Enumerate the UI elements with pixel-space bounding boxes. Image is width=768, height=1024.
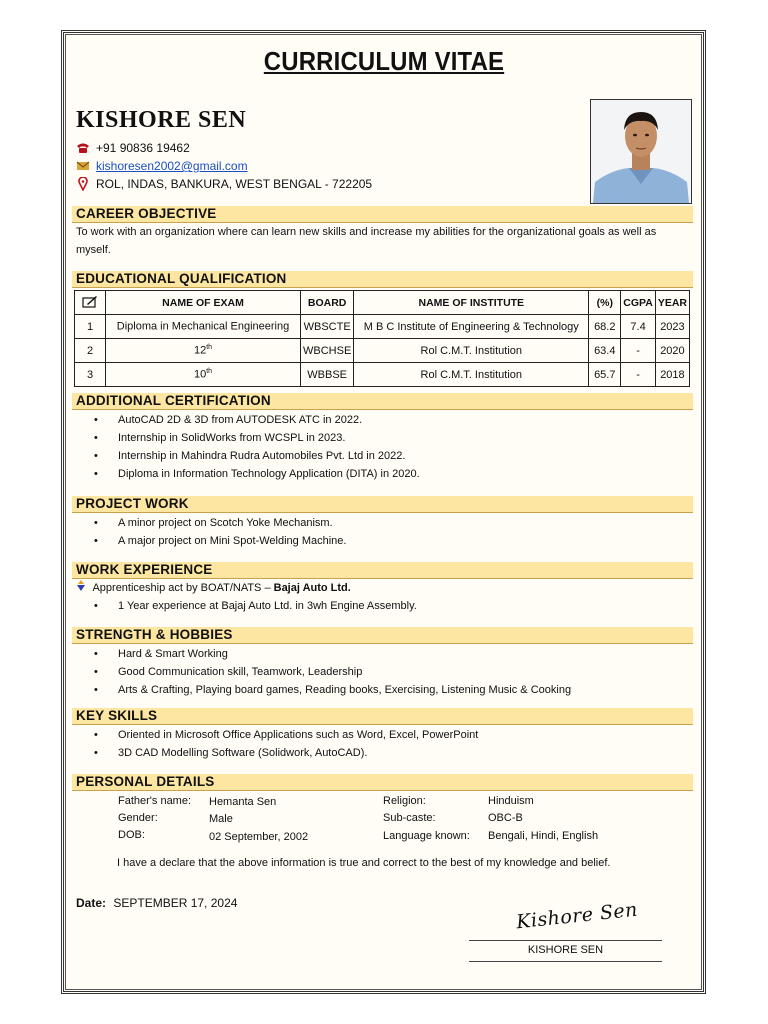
language-value: Bengali, Hindi, English	[488, 830, 599, 842]
section-title: PERSONAL DETAILS	[76, 774, 215, 789]
section-project-work	[72, 496, 693, 513]
email-icon	[76, 159, 90, 173]
work-list	[96, 597, 417, 615]
cell-cgpa: 7.4	[621, 315, 656, 339]
address-row	[76, 177, 372, 191]
section-title: CAREER OBJECTIVE	[76, 206, 217, 221]
list-item: • A major project on Mini Spot-Welding Machine.	[96, 532, 346, 550]
col-year: YEAR	[655, 291, 689, 315]
section-certification	[72, 393, 693, 410]
candidate-name: KISHORE SEN	[76, 107, 247, 133]
signature-name: KISHORE SEN	[527, 944, 604, 956]
religion-value: Hinduism	[488, 795, 534, 807]
section-strength-hobbies	[72, 627, 693, 644]
cell-serial: 3	[75, 363, 106, 387]
arrow-bullet-icon	[76, 579, 90, 597]
section-title: EDUCATIONAL QUALIFICATION	[76, 271, 287, 286]
section-title: WORK EXPERIENCE	[76, 562, 213, 577]
career-objective-text: To work with an organization where can learn new skills and increase my abilities for the organizational goals as well as myself.	[76, 226, 657, 256]
subcaste-label: Sub-caste:	[383, 812, 436, 824]
gender-value: Male	[209, 813, 233, 825]
gender-label: Gender:	[118, 812, 158, 824]
cell-institute: Rol C.M.T. Institution	[354, 339, 589, 363]
cell-exam: 10th	[106, 363, 301, 387]
project-list	[96, 514, 346, 550]
language-label: Language known:	[383, 830, 470, 842]
signature-line-bottom	[469, 961, 662, 962]
cell-exam: 12th	[106, 339, 301, 363]
table-row	[75, 339, 690, 363]
skills-list	[96, 726, 478, 762]
profile-photo	[590, 99, 692, 204]
cell-year: 2023	[655, 315, 689, 339]
religion-label: Religion:	[383, 795, 426, 807]
col-exam: NAME OF EXAM	[106, 291, 301, 315]
cell-cgpa: -	[621, 339, 656, 363]
father-value: Hemanta Sen	[209, 796, 277, 808]
list-item: • AutoCAD 2D & 3D from AUTODESK ATC in 2022.	[96, 411, 420, 429]
cell-institute: M B C Institute of Engineering & Technology	[354, 315, 589, 339]
section-title: STRENGTH & HOBBIES	[76, 627, 233, 642]
section-work-experience	[72, 562, 693, 579]
table-row	[75, 363, 690, 387]
table-header-row	[75, 291, 690, 315]
cell-board: WBBSE	[301, 363, 354, 387]
list-item: • 3D CAD Modelling Software (Solidwork, AutoCAD).	[96, 744, 478, 762]
list-item: • Oriented in Microsoft Office Applications such as Word, Excel, PowerPoint	[96, 726, 478, 744]
col-institute: NAME OF INSTITUTE	[354, 291, 589, 315]
location-pin-icon	[76, 177, 90, 191]
email-link[interactable]: kishoresen2002@gmail.com	[96, 159, 248, 173]
document-title: CURRICULUM VITAE	[263, 46, 505, 76]
section-key-skills	[72, 708, 693, 725]
col-board: BOARD	[301, 291, 354, 315]
list-item: • Arts & Crafting, Playing board games, Reading books, Exercising, Listening Music & Cooking	[96, 681, 571, 699]
email-row	[76, 159, 248, 173]
cell-cgpa: -	[621, 363, 656, 387]
company-name: Bajaj Auto Ltd.	[273, 582, 351, 594]
date-label: Date:	[76, 896, 107, 910]
list-item: • Hard & Smart Working	[96, 645, 571, 663]
list-item: • Internship in SolidWorks from WCSPL in 2023.	[96, 429, 420, 447]
phone-icon	[76, 141, 90, 155]
dob-value: 02 September, 2002	[209, 831, 309, 843]
pencil-table-icon	[82, 299, 98, 311]
cell-percent: 65.7	[589, 363, 621, 387]
col-cgpa: CGPA	[621, 291, 656, 315]
cell-year: 2020	[655, 339, 689, 363]
cell-board: WBCHSE	[301, 339, 354, 363]
section-title: KEY SKILLS	[76, 708, 158, 723]
declaration-text: I have a declare that the above information is true and correct to the best of my knowledge and belief.	[117, 857, 611, 869]
cell-exam: Diploma in Mechanical Engineering	[106, 315, 301, 339]
phone-number: +91 90836 19462	[96, 141, 190, 155]
cell-serial: 1	[75, 315, 106, 339]
education-table	[74, 290, 690, 387]
cell-board: WBSCTE	[301, 315, 354, 339]
section-career-objective	[72, 206, 693, 223]
date-value: SEPTEMBER 17, 2024	[113, 896, 238, 910]
subcaste-value: OBC-B	[488, 812, 523, 824]
list-item: • 1 Year experience at Bajaj Auto Ltd. in 3wh Engine Assembly.	[96, 597, 417, 615]
phone-row	[76, 141, 190, 155]
apprenticeship-line: Apprenticeship act by BOAT/NATS – Bajaj Auto Ltd.	[76, 579, 351, 597]
list-item: • Internship in Mahindra Rudra Automobiles Pvt. Ltd in 2022.	[96, 447, 420, 465]
list-item: • Diploma in Information Technology Application (DITA) in 2020.	[96, 465, 420, 483]
cell-serial: 2	[75, 339, 106, 363]
signature-line-top	[469, 940, 662, 941]
date-row	[76, 896, 237, 910]
list-item: • A minor project on Scotch Yoke Mechanism.	[96, 514, 346, 532]
section-education	[72, 271, 693, 288]
serial-header	[75, 291, 106, 315]
col-percent: (%)	[589, 291, 621, 315]
certification-list	[96, 411, 420, 483]
address-text: ROL, INDAS, BANKURA, WEST BENGAL - 722205	[96, 177, 373, 191]
list-item: • Good Communication skill, Teamwork, Leadership	[96, 663, 571, 681]
section-personal-details	[72, 774, 693, 791]
cell-percent: 68.2	[589, 315, 621, 339]
table-row	[75, 315, 690, 339]
cell-institute: Rol C.M.T. Institution	[354, 363, 589, 387]
section-title: ADDITIONAL CERTIFICATION	[76, 393, 271, 408]
cell-percent: 63.4	[589, 339, 621, 363]
strength-list	[96, 645, 571, 699]
cell-year: 2018	[655, 363, 689, 387]
dob-label: DOB:	[118, 829, 145, 841]
section-title: PROJECT WORK	[76, 496, 189, 511]
father-label: Father's name:	[118, 795, 192, 807]
signature: Kishore Sen	[515, 898, 639, 934]
